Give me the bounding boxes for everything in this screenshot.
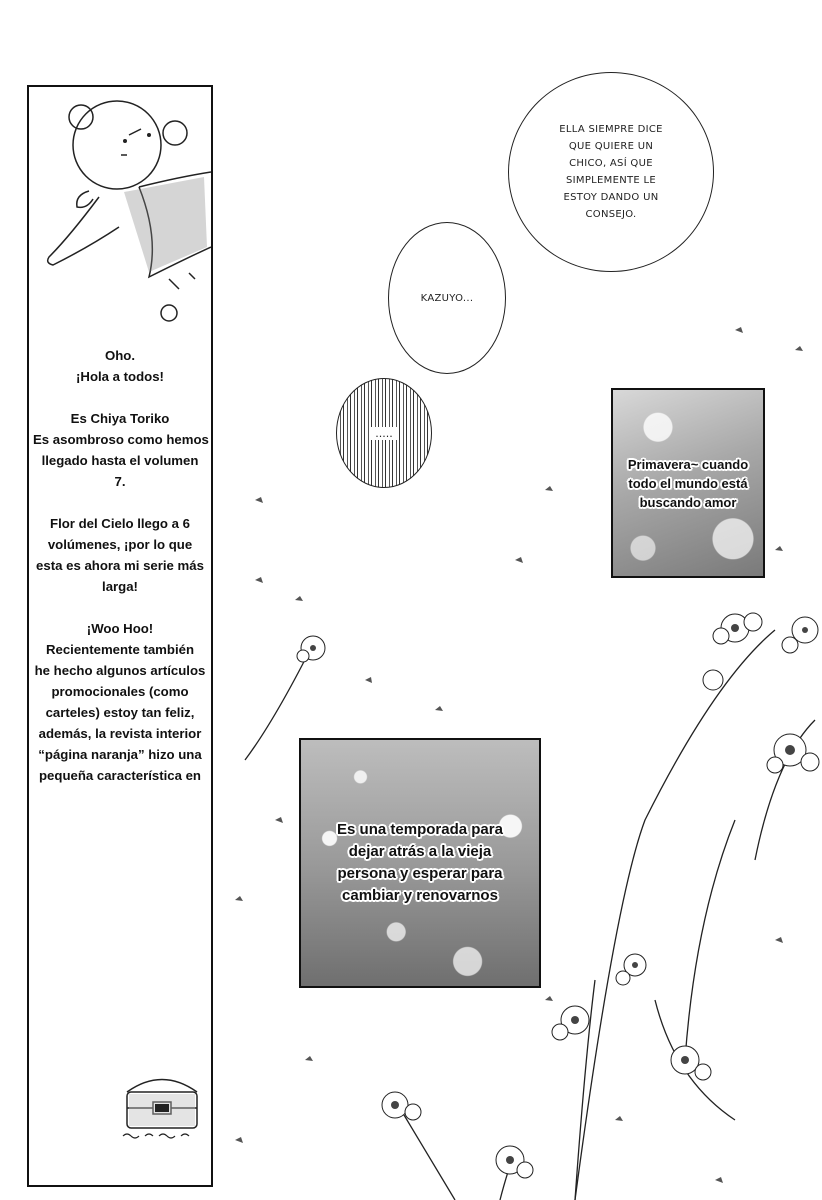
text-line: pequeña característica en bbox=[39, 768, 201, 783]
text-line: CONSEJO. bbox=[585, 209, 637, 220]
text-line: Es asombroso como hemos bbox=[33, 432, 209, 447]
ellipsis-text: ..... bbox=[371, 427, 396, 440]
text-line: he hecho algunos artículos bbox=[34, 663, 206, 678]
author-note-text bbox=[33, 345, 207, 807]
narration-text bbox=[337, 819, 503, 907]
text-line: Oho. bbox=[104, 348, 136, 363]
paragraph-series bbox=[33, 513, 207, 597]
speech-bubble-advice bbox=[508, 72, 714, 272]
text-line: además, la revista interior bbox=[38, 726, 202, 741]
text-line: QUE QUIERE UN bbox=[568, 141, 654, 152]
text-line: ESTOY DANDO UN bbox=[563, 192, 659, 203]
speech-bubble-silence bbox=[336, 378, 432, 488]
narration-box-season bbox=[299, 738, 541, 988]
speech-bubble-kazuyo bbox=[388, 222, 506, 374]
author-doodle bbox=[29, 87, 211, 337]
text-line: Primavera~ cuando bbox=[627, 456, 749, 472]
text-line: Es una temporada para bbox=[337, 821, 503, 838]
text-line: promocionales (como bbox=[51, 684, 189, 699]
text-line: volúmenes, ¡por lo que bbox=[47, 537, 193, 552]
text-line: llegado hasta el volumen bbox=[41, 453, 199, 468]
paragraph-news bbox=[33, 618, 207, 786]
text-line: buscando amor bbox=[639, 494, 737, 510]
treasure-chest-doodle bbox=[117, 1062, 207, 1144]
text-line: ELLA SIEMPRE DICE bbox=[559, 124, 663, 135]
author-note-column bbox=[27, 85, 213, 1187]
text-line: dejar atrás a la vieja bbox=[348, 843, 492, 860]
text-line: CHICO, ASÍ QUE bbox=[569, 158, 653, 169]
text-line: todo el mundo está bbox=[628, 475, 748, 491]
text-line: cambiar y renovarnos bbox=[342, 887, 498, 904]
text-line: 7. bbox=[114, 474, 126, 489]
paragraph-volume bbox=[33, 408, 207, 492]
text-line: carteles) estoy tan feliz, bbox=[45, 705, 195, 720]
text-line: esta es ahora mi serie más bbox=[36, 558, 204, 573]
text-line: ¡Woo Hoo! bbox=[86, 621, 154, 636]
text-line: Recientemente también bbox=[45, 642, 195, 657]
narration-text bbox=[628, 455, 748, 512]
speech-bubble-text bbox=[421, 290, 474, 307]
text-line: persona y esperar para bbox=[337, 865, 503, 882]
narration-box-spring bbox=[611, 388, 765, 578]
text-line: Flor del Cielo llego a 6 bbox=[50, 516, 190, 531]
text-line: ¡Hola a todos! bbox=[76, 369, 164, 384]
text-line: “página naranja” hizo una bbox=[38, 747, 202, 762]
text-line: SIMPLEMENTE LE bbox=[566, 175, 656, 186]
text-line: larga! bbox=[102, 579, 138, 594]
paragraph-greeting bbox=[33, 345, 207, 387]
speech-bubble-text bbox=[559, 121, 662, 223]
text-line: Es Chiya Toriko bbox=[70, 411, 170, 426]
text-line: KAZUYO... bbox=[420, 292, 474, 304]
